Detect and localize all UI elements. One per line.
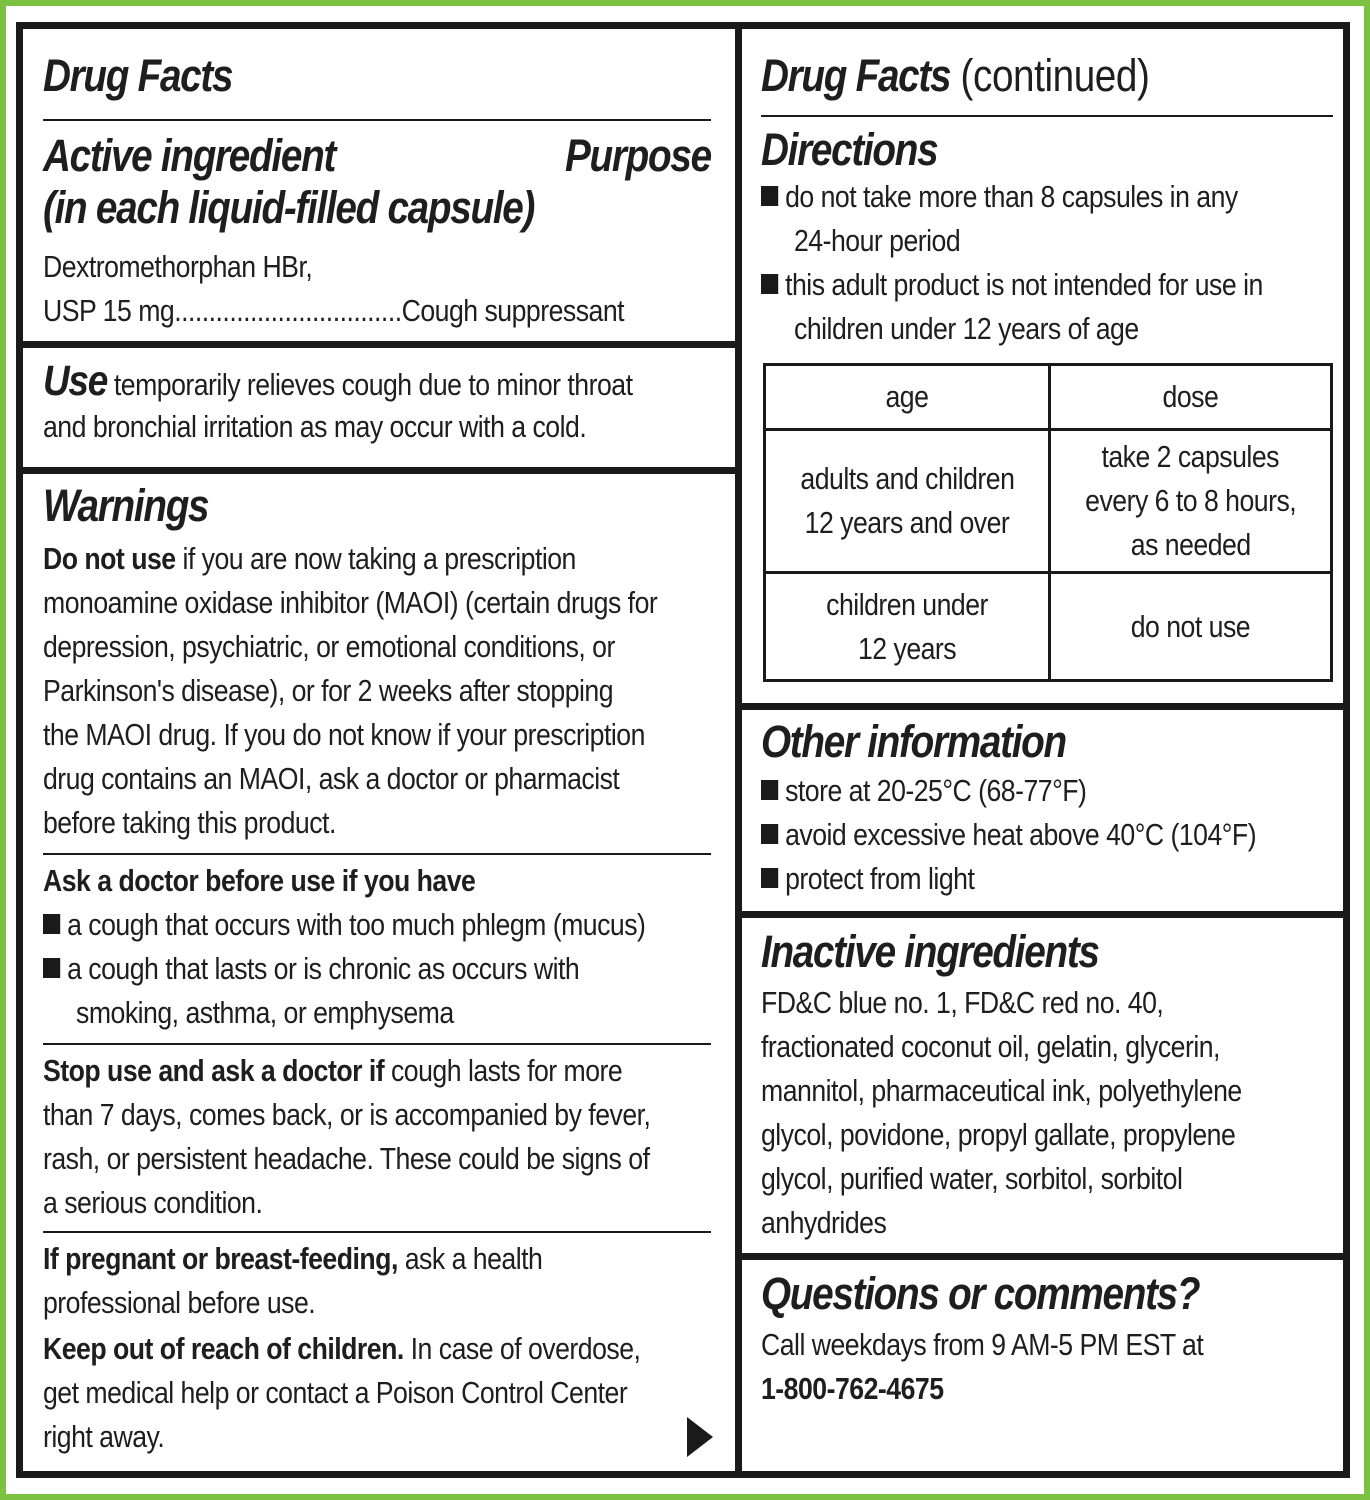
pregnant-text-line2: professional before use. xyxy=(43,1285,316,1320)
other-info-item: store at 20-25°C (68-77°F) xyxy=(785,773,1087,808)
bullet-square-icon xyxy=(761,186,778,206)
table-cell-age: adults and children 12 years and over xyxy=(765,430,1050,573)
stop-use-line: a serious condition. xyxy=(43,1185,263,1220)
questions-heading: Questions or comments? xyxy=(761,1268,1200,1319)
active-ingredient-heading: Active ingredient xyxy=(43,130,336,181)
active-ingredient-subheading: (in each liquid-filled capsule) xyxy=(43,182,535,233)
bullet-square-icon xyxy=(761,780,778,800)
bullet-square-icon xyxy=(43,958,60,978)
ask-doctor-item-cont: smoking, asthma, or emphysema xyxy=(76,995,454,1030)
left-title xyxy=(43,51,263,101)
do-not-use-line: Parkinson's disease), or for 2 weeks after stopping xyxy=(43,673,614,708)
title-rule xyxy=(761,115,1333,117)
warnings-rule xyxy=(43,1231,711,1233)
do-not-use-line: before taking this product. xyxy=(43,805,336,840)
table-row xyxy=(765,430,1332,573)
do-not-use-label: Do not use xyxy=(43,541,176,576)
table-header-age: age xyxy=(765,365,1050,430)
bullet-square-icon xyxy=(43,914,60,934)
right-title xyxy=(761,51,1213,101)
continued-label: (continued) xyxy=(950,50,1150,101)
directions-item: this adult product is not intended for use in xyxy=(785,267,1263,302)
warnings-rule xyxy=(43,1043,711,1045)
ask-doctor-item: a cough that occurs with too much phlegm (mucus) xyxy=(67,907,646,942)
warnings-heading: Warnings xyxy=(43,480,209,531)
ask-doctor-item: a cough that lasts or is chronic as occurs with xyxy=(67,951,580,986)
table-row xyxy=(765,573,1332,681)
stop-use-line: than 7 days, comes back, or is accompanied by fever, xyxy=(43,1097,651,1132)
ingredient-name: Dextromethorphan HBr, xyxy=(43,249,313,284)
warnings-rule xyxy=(43,853,711,855)
title-rule xyxy=(43,119,711,121)
other-info-item: protect from light xyxy=(785,861,975,896)
questions-text: Call weekdays from 9 AM-5 PM EST at xyxy=(761,1327,1204,1362)
table-cell-age: children under 12 years xyxy=(765,573,1050,681)
inactive-ingredients-line: anhydrides xyxy=(761,1205,887,1240)
keep-out-line3: right away. xyxy=(43,1419,165,1454)
section-bar xyxy=(735,911,1350,918)
table-header-dose: dose xyxy=(1050,365,1332,430)
directions-item-cont: children under 12 years of age xyxy=(794,311,1139,346)
section-bar xyxy=(23,341,735,348)
inactive-ingredients-line: mannitol, pharmaceutical ink, polyethylene xyxy=(761,1073,1242,1108)
use-text-line1: temporarily relieves cough due to minor throat xyxy=(106,367,633,402)
pregnant-text: ask a health xyxy=(397,1241,543,1276)
table-cell-dose: take 2 capsules every 6 to 8 hours, as needed xyxy=(1050,430,1332,573)
drug-facts-title: Drug Facts xyxy=(43,50,233,101)
table-cell-dose: do not use xyxy=(1050,573,1332,681)
use-heading: Use xyxy=(43,357,107,405)
do-not-use-line: drug contains an MAOI, ask a doctor or pharmacist xyxy=(43,761,620,796)
pregnant-label: If pregnant or breast-feeding, xyxy=(43,1241,398,1276)
ask-doctor-heading: Ask a doctor before use if you have xyxy=(43,863,476,898)
other-info-heading: Other information xyxy=(761,716,1066,767)
keep-out-text: In case of overdose, xyxy=(403,1331,641,1366)
table-row xyxy=(765,365,1332,430)
arrow-right-icon xyxy=(687,1417,713,1457)
inactive-ingredients-heading: Inactive ingredients xyxy=(761,926,1099,977)
do-not-use-line: depression, psychiatric, or emotional conditions, or xyxy=(43,629,615,664)
stop-use-line: rash, or persistent headache. These could be signs of xyxy=(43,1141,650,1176)
section-bar xyxy=(735,703,1350,710)
bullet-square-icon xyxy=(761,868,778,888)
stop-use-text: cough lasts for more xyxy=(384,1053,623,1088)
ingredient-dose-purpose: USP 15 mg.................................Cough suppressant xyxy=(43,293,625,328)
keep-out-line2: get medical help or contact a Poison Control Center xyxy=(43,1375,628,1410)
bullet-square-icon xyxy=(761,824,778,844)
stop-use-label: Stop use and ask a doctor if xyxy=(43,1053,385,1088)
do-not-use-line: monoamine oxidase inhibitor (MAOI) (certain drugs for xyxy=(43,585,658,620)
do-not-use-text: if you are now taking a prescription xyxy=(175,541,576,576)
section-bar xyxy=(23,467,735,474)
dosage-table xyxy=(763,363,1333,682)
inactive-ingredients-line: glycol, purified water, sorbitol, sorbitol xyxy=(761,1161,1183,1196)
other-info-item: avoid excessive heat above 40°C (104°F) xyxy=(785,817,1257,852)
section-bar xyxy=(735,1253,1350,1260)
inactive-ingredients-line: glycol, povidone, propyl gallate, propylene xyxy=(761,1117,1236,1152)
use-text-line2: and bronchial irritation as may occur with a cold. xyxy=(43,409,587,444)
drug-facts-label xyxy=(16,22,1350,1478)
inactive-ingredients-line: fractionated coconut oil, gelatin, glycerin, xyxy=(761,1029,1220,1064)
purpose-heading: Purpose xyxy=(565,130,711,181)
do-not-use-line: the MAOI drug. If you do not know if your prescription xyxy=(43,717,645,752)
drug-facts-continued-title: Drug Facts xyxy=(761,50,951,101)
inactive-ingredients-line: FD&C blue no. 1, FD&C red no. 40, xyxy=(761,985,1164,1020)
directions-item-cont: 24-hour period xyxy=(794,223,961,258)
phone-number[interactable]: 1-800-762-4675 xyxy=(761,1371,944,1406)
directions-heading: Directions xyxy=(761,124,938,175)
bullet-square-icon xyxy=(761,274,778,294)
directions-item: do not take more than 8 capsules in any xyxy=(785,179,1238,214)
keep-out-label: Keep out of reach of children. xyxy=(43,1331,404,1366)
